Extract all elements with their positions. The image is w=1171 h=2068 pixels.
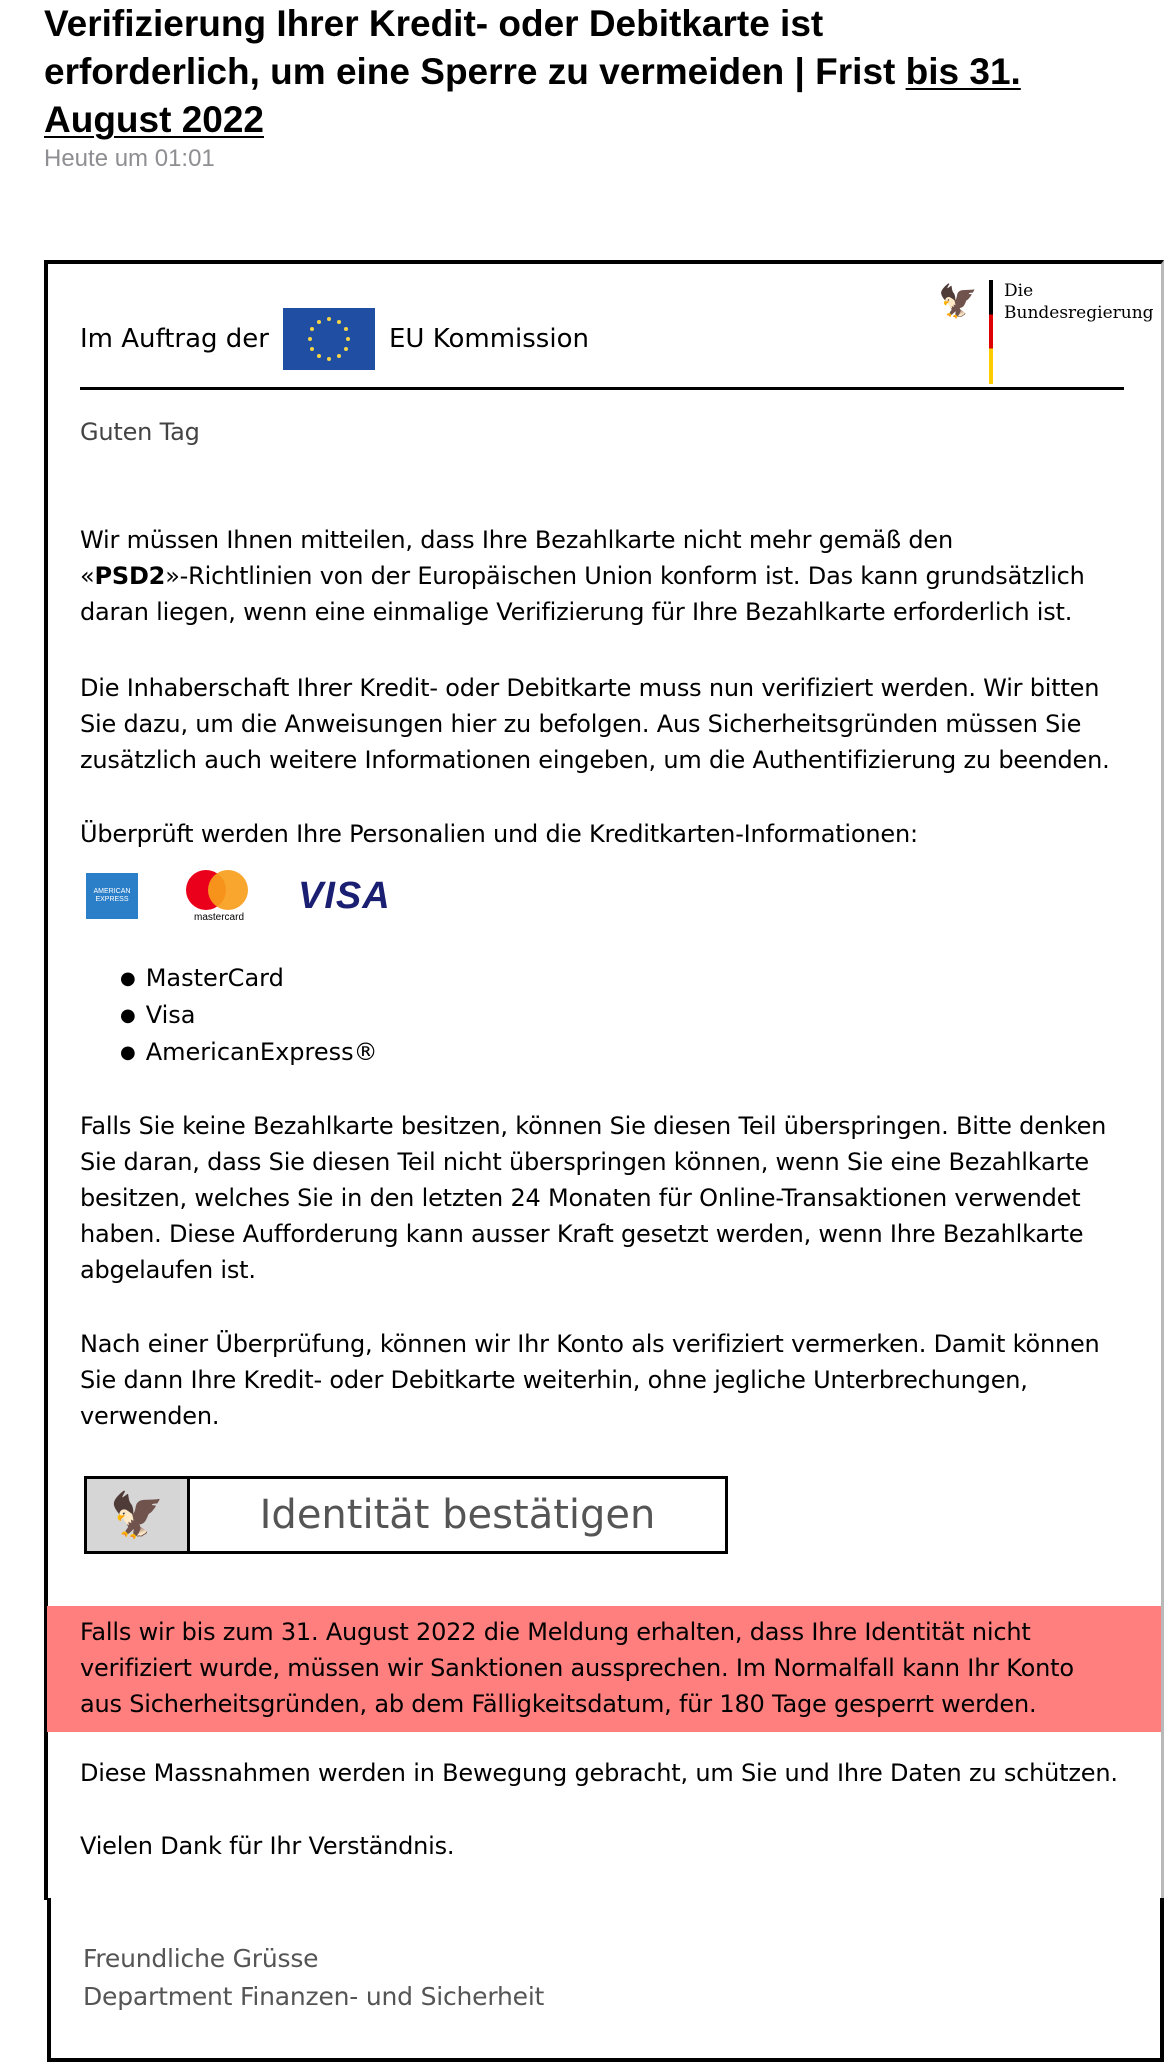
subject-deadline-link[interactable]: bis 31. [905, 51, 1021, 92]
p4-line: haben. Diese Aufforderung kann ausser Kraft gesetzt werden, wenn Ihre Bezahlkarte [80, 1220, 1084, 1248]
paragraph-4 [80, 1108, 1106, 1288]
p4-line: Sie daran, dass Sie diesen Teil nicht überspringen können, wenn Sie eine Bezahlkarte [80, 1148, 1089, 1176]
paragraph-3: Überprüft werden Ihre Personalien und die Kreditkarten-Informationen: [80, 820, 918, 848]
gov-label-line-1: Die [1004, 281, 1034, 301]
warning-line: Falls wir bis zum 31. August 2022 die Meldung erhalten, dass Ihre Identität nicht [80, 1618, 1031, 1646]
paragraph-7: Vielen Dank für Ihr Verständnis. [80, 1832, 455, 1860]
list-item: ● Visa [120, 997, 378, 1034]
subject-line-2 [44, 48, 1134, 96]
mastercard-logo-text: mastercard [193, 912, 244, 923]
p1-line-1: Wir müssen Ihnen mitteilen, dass Ihre Bezahlkarte nicht mehr gemäß den [80, 526, 953, 554]
p1-line-2 [80, 558, 1085, 594]
signature-line: Department Finanzen- und Sicherheit [83, 1982, 545, 2011]
paragraph-1 [80, 522, 1085, 630]
email-timestamp: Heute um 01:01 [44, 145, 215, 172]
list-item: ● AmericanExpress® [120, 1034, 378, 1071]
mastercard-logo [178, 868, 258, 924]
p2-line: Die Inhaberschaft Ihrer Kredit- oder Debitkarte muss nun verifiziert werden. Wir bitten [80, 674, 1100, 702]
email-subject [44, 0, 1134, 144]
deadline-warning [47, 1606, 1161, 1732]
p1-open-quote: « [80, 562, 95, 590]
bundesregierung-logo [938, 280, 1154, 384]
card-type-list [120, 960, 378, 1071]
signature-line: Freundliche Grüsse [83, 1944, 319, 1973]
p5-line: Sie dann Ihre Kredit- oder Debitkarte weiterhin, ohne jegliche Unterbrechungen, [80, 1366, 1028, 1394]
warning-line: verifiziert wurde, müssen wir Sanktionen aussprechen. Im Normalfall kann Ihr Konto [80, 1654, 1074, 1682]
paragraph-2 [80, 670, 1110, 778]
p4-line: besitzen, welches Sie in den letzten 24 Monaten für Online-Transaktionen verwendet [80, 1184, 1081, 1212]
psd2-term: PSD2 [94, 562, 166, 590]
p1-line-3: daran liegen, wenn eine einmalige Verifizierung für Ihre Bezahlkarte erforderlich ist. [80, 598, 1073, 626]
visa-logo: VISA [298, 874, 391, 917]
p4-line: Falls Sie keine Bezahlkarte besitzen, können Sie diesen Teil überspringen. Bitte denken [80, 1112, 1107, 1140]
bundesregierung-label [1004, 280, 1154, 324]
subject-deadline-link-cont[interactable]: August 2022 [44, 99, 265, 140]
eu-flag-icon [283, 308, 375, 370]
p1-close-text: »-Richtlinien von der Europäischen Union konform ist. Das kann grundsätzlich [165, 562, 1085, 590]
subject-line-2-text: erforderlich, um eine Sperre zu vermeiden | Frist [44, 51, 906, 92]
federal-eagle-icon: 🦅 [938, 282, 978, 320]
confirm-identity-label: Identität bestätigen [259, 1492, 656, 1538]
list-item: ● MasterCard [120, 960, 378, 997]
p2-line: Sie dazu, um die Anweisungen hier zu befolgen. Aus Sicherheitsgründen müssen Sie [80, 710, 1082, 738]
card-logos [86, 868, 391, 924]
header-suffix: EU Kommission [389, 324, 589, 354]
gov-label-line-2: Bundesregierung [1004, 303, 1154, 323]
paragraph-6: Diese Massnahmen werden in Bewegung gebracht, um Sie und Ihre Daten zu schützen. [80, 1759, 1118, 1787]
paragraph-5 [80, 1326, 1100, 1434]
amex-logo: AMERICAN EXPRESS [86, 873, 138, 919]
p5-line: verwenden. [80, 1402, 220, 1430]
email-header [80, 306, 589, 372]
subject-line-3 [44, 96, 1134, 144]
flag-bar [989, 280, 993, 384]
p5-line: Nach einer Überprüfung, können wir Ihr Konto als verifiziert vermerken. Damit können [80, 1330, 1100, 1358]
signature [83, 1940, 544, 2016]
warning-text [80, 1614, 1074, 1722]
federal-eagle-icon: 🦅 [87, 1479, 190, 1551]
header-divider [80, 387, 1124, 390]
greeting: Guten Tag [80, 418, 200, 446]
p4-line: abgelaufen ist. [80, 1256, 256, 1284]
confirm-identity-button[interactable] [84, 1476, 728, 1554]
p2-line: zusätzlich auch weitere Informationen eingeben, um die Authentifizierung zu beenden. [80, 746, 1110, 774]
warning-line: aus Sicherheitsgründen, ab dem Fälligkeitsdatum, für 180 Tage gesperrt werden. [80, 1690, 1037, 1718]
subject-line-1: Verifizierung Ihrer Kredit- oder Debitkarte ist [44, 3, 824, 44]
header-prefix: Im Auftrag der [80, 324, 269, 354]
